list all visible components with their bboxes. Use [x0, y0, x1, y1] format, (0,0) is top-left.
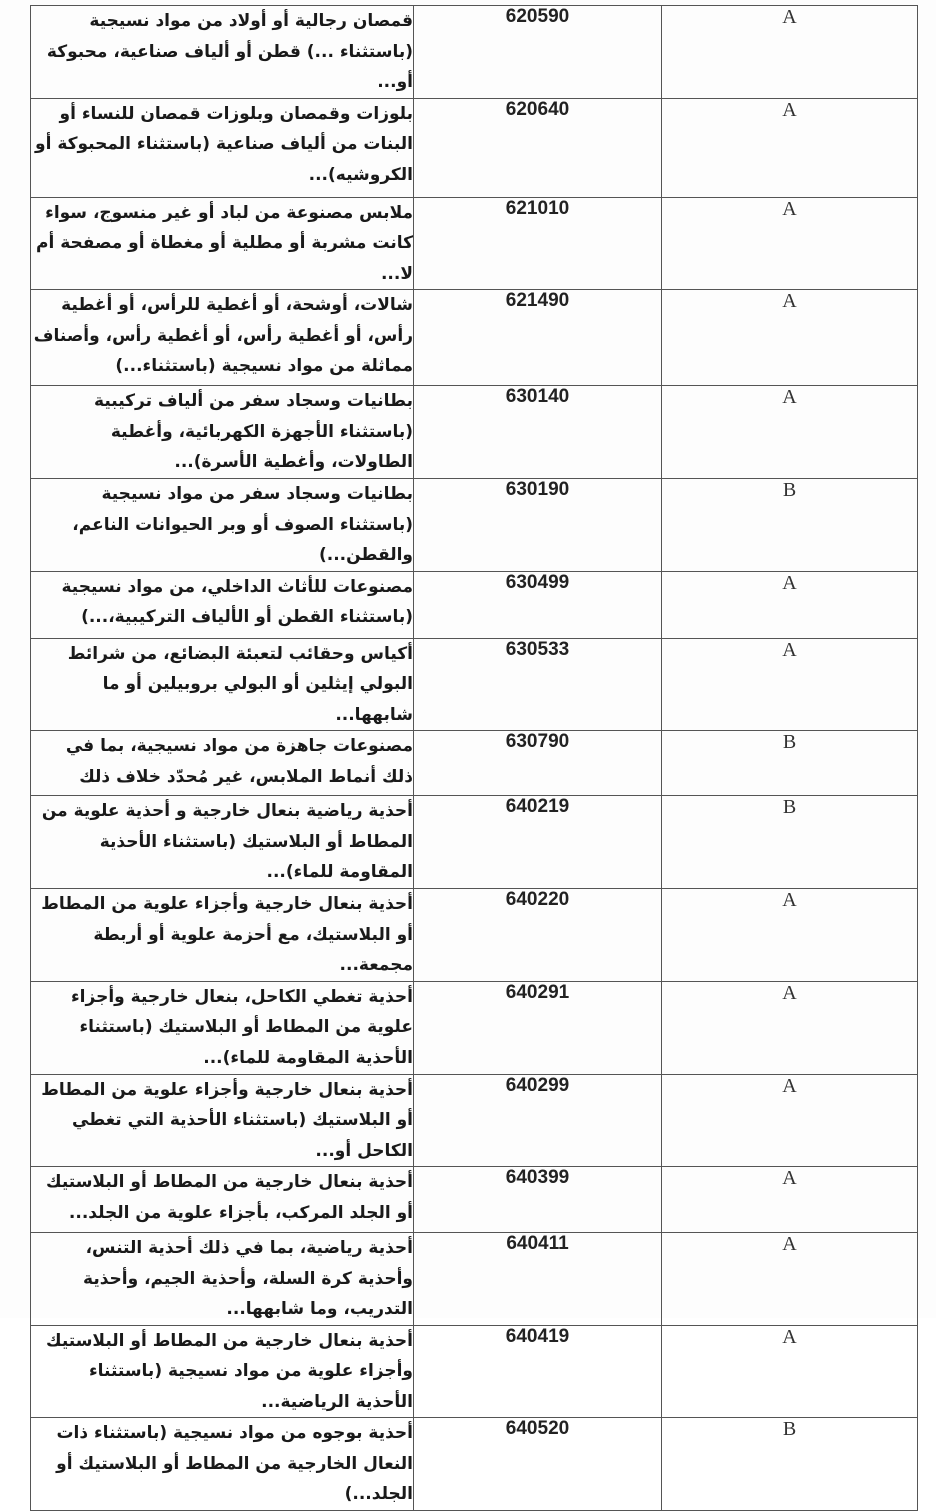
- category-cell: B: [662, 796, 918, 889]
- table-row: [31, 98, 918, 197]
- hs-code-cell: 640220: [414, 889, 662, 982]
- category-cell: A: [662, 386, 918, 479]
- category-cell: A: [662, 1074, 918, 1167]
- table-row: [31, 571, 918, 638]
- tariff-table: [30, 5, 918, 1511]
- description-cell: بطانيات وسجاد سفر من ألياف تركيبية (باستثناء الأجهزة الكهربائية، وأغطية الطاولات، وأغطية الأسرة)...: [31, 386, 414, 479]
- description-cell: أحذية بنعال خارجية من المطاط أو البلاستيك أو الجلد المركب، بأجزاء علوية من الجلد...: [31, 1167, 414, 1233]
- category-cell: A: [662, 98, 918, 197]
- category-cell: A: [662, 1325, 918, 1418]
- description-cell: أحذية بوجوه من مواد نسيجية (باستثناء ذات النعال الخارجية من المطاط أو البلاستيك أو الجلد...): [31, 1418, 414, 1511]
- hs-code-cell: 630790: [414, 731, 662, 796]
- category-cell: B: [662, 479, 918, 572]
- category-cell: A: [662, 571, 918, 638]
- description-cell: أحذية تغطي الكاحل، بنعال خارجية وأجزاء علوية من المطاط أو البلاستيك (باستثناء الأحذية المقاومة للماء)...: [31, 981, 414, 1074]
- table-row: [31, 6, 918, 99]
- hs-code-cell: 630140: [414, 386, 662, 479]
- hs-code-cell: 630190: [414, 479, 662, 572]
- table-row: [31, 1418, 918, 1511]
- hs-code-cell: 640291: [414, 981, 662, 1074]
- table-row: [31, 1233, 918, 1326]
- description-cell: مصنوعات جاهزة من مواد نسيجية، بما في ذلك أنماط الملابس، غير مُحدّد خلاف ذلك: [31, 731, 414, 796]
- description-cell: أكياس وحقائب لتعبئة البضائع، من شرائط البولي إيثلين أو البولي بروبيلين أو ما شابهها...: [31, 638, 414, 731]
- category-cell: B: [662, 731, 918, 796]
- category-cell: A: [662, 197, 918, 290]
- category-cell: A: [662, 638, 918, 731]
- description-cell: أحذية بنعال خارجية وأجزاء علوية من المطاط أو البلاستيك (باستثناء الأحذية التي تغطي الكاحل أو...: [31, 1074, 414, 1167]
- hs-code-cell: 640419: [414, 1325, 662, 1418]
- hs-code-cell: 640219: [414, 796, 662, 889]
- description-cell: أحذية رياضية بنعال خارجية و أحذية علوية من المطاط أو البلاستيك (باستثناء الأحذية المقاومة للماء)...: [31, 796, 414, 889]
- table-row: [31, 290, 918, 386]
- table-row: [31, 1074, 918, 1167]
- hs-code-cell: 640411: [414, 1233, 662, 1326]
- description-cell: أحذية رياضية، بما في ذلك أحذية التنس، وأحذية كرة السلة، وأحذية الجيم، وأحذية التدريب، وما شابهها...: [31, 1233, 414, 1326]
- table-row: [31, 386, 918, 479]
- description-cell: شالات، أوشحة، أو أغطية للرأس، أو أغطية رأس، أو أغطية رأس، أو أغطية رأس، وأصناف مماثلة من مواد نسيجية (باستثناء...): [31, 290, 414, 386]
- hs-code-cell: 640299: [414, 1074, 662, 1167]
- hs-code-cell: 640520: [414, 1418, 662, 1511]
- description-cell: أحذية بنعال خارجية وأجزاء علوية من المطاط أو البلاستيك، مع أحزمة علوية أو أربطة مجمعة...: [31, 889, 414, 982]
- hs-code-cell: 620640: [414, 98, 662, 197]
- table-row: [31, 981, 918, 1074]
- category-cell: B: [662, 1418, 918, 1511]
- hs-code-cell: 621010: [414, 197, 662, 290]
- description-cell: ملابس مصنوعة من لباد أو غير منسوج، سواء كانت مشربة أو مطلية أو مغطاة أو مصفحة أم لا...: [31, 197, 414, 290]
- description-cell: بطانيات وسجاد سفر من مواد نسيجية (باستثناء الصوف أو وبر الحيوانات الناعم، والقطن...): [31, 479, 414, 572]
- table-row: [31, 731, 918, 796]
- hs-code-cell: 630499: [414, 571, 662, 638]
- table-row: [31, 479, 918, 572]
- hs-code-cell: 630533: [414, 638, 662, 731]
- hs-code-cell: 620590: [414, 6, 662, 99]
- table-row: [31, 1167, 918, 1233]
- table-row: [31, 638, 918, 731]
- table-row: [31, 796, 918, 889]
- category-cell: A: [662, 889, 918, 982]
- description-cell: بلوزات وقمصان وبلوزات قمصان للنساء أو البنات من ألياف صناعية (باستثناء المحبوكة أو الكروشيه)...: [31, 98, 414, 197]
- hs-code-cell: 640399: [414, 1167, 662, 1233]
- hs-code-cell: 621490: [414, 290, 662, 386]
- category-cell: A: [662, 1233, 918, 1326]
- category-cell: A: [662, 290, 918, 386]
- table-row: [31, 1325, 918, 1418]
- category-cell: A: [662, 981, 918, 1074]
- description-cell: قمصان رجالية أو أولاد من مواد نسيجية (باستثناء ...) قطن أو ألياف صناعية، محبوكة أو...: [31, 6, 414, 99]
- category-cell: A: [662, 6, 918, 99]
- table-row: [31, 889, 918, 982]
- category-cell: A: [662, 1167, 918, 1233]
- table-body: [31, 6, 918, 1511]
- description-cell: أحذية بنعال خارجية من المطاط أو البلاستيك وأجزاء علوية من مواد نسيجية (باستثناء الأحذية الرياضية...: [31, 1325, 414, 1418]
- table-row: [31, 197, 918, 290]
- description-cell: مصنوعات للأثاث الداخلي، من مواد نسيجية (باستثناء القطن أو الألياف التركيبية،...): [31, 571, 414, 638]
